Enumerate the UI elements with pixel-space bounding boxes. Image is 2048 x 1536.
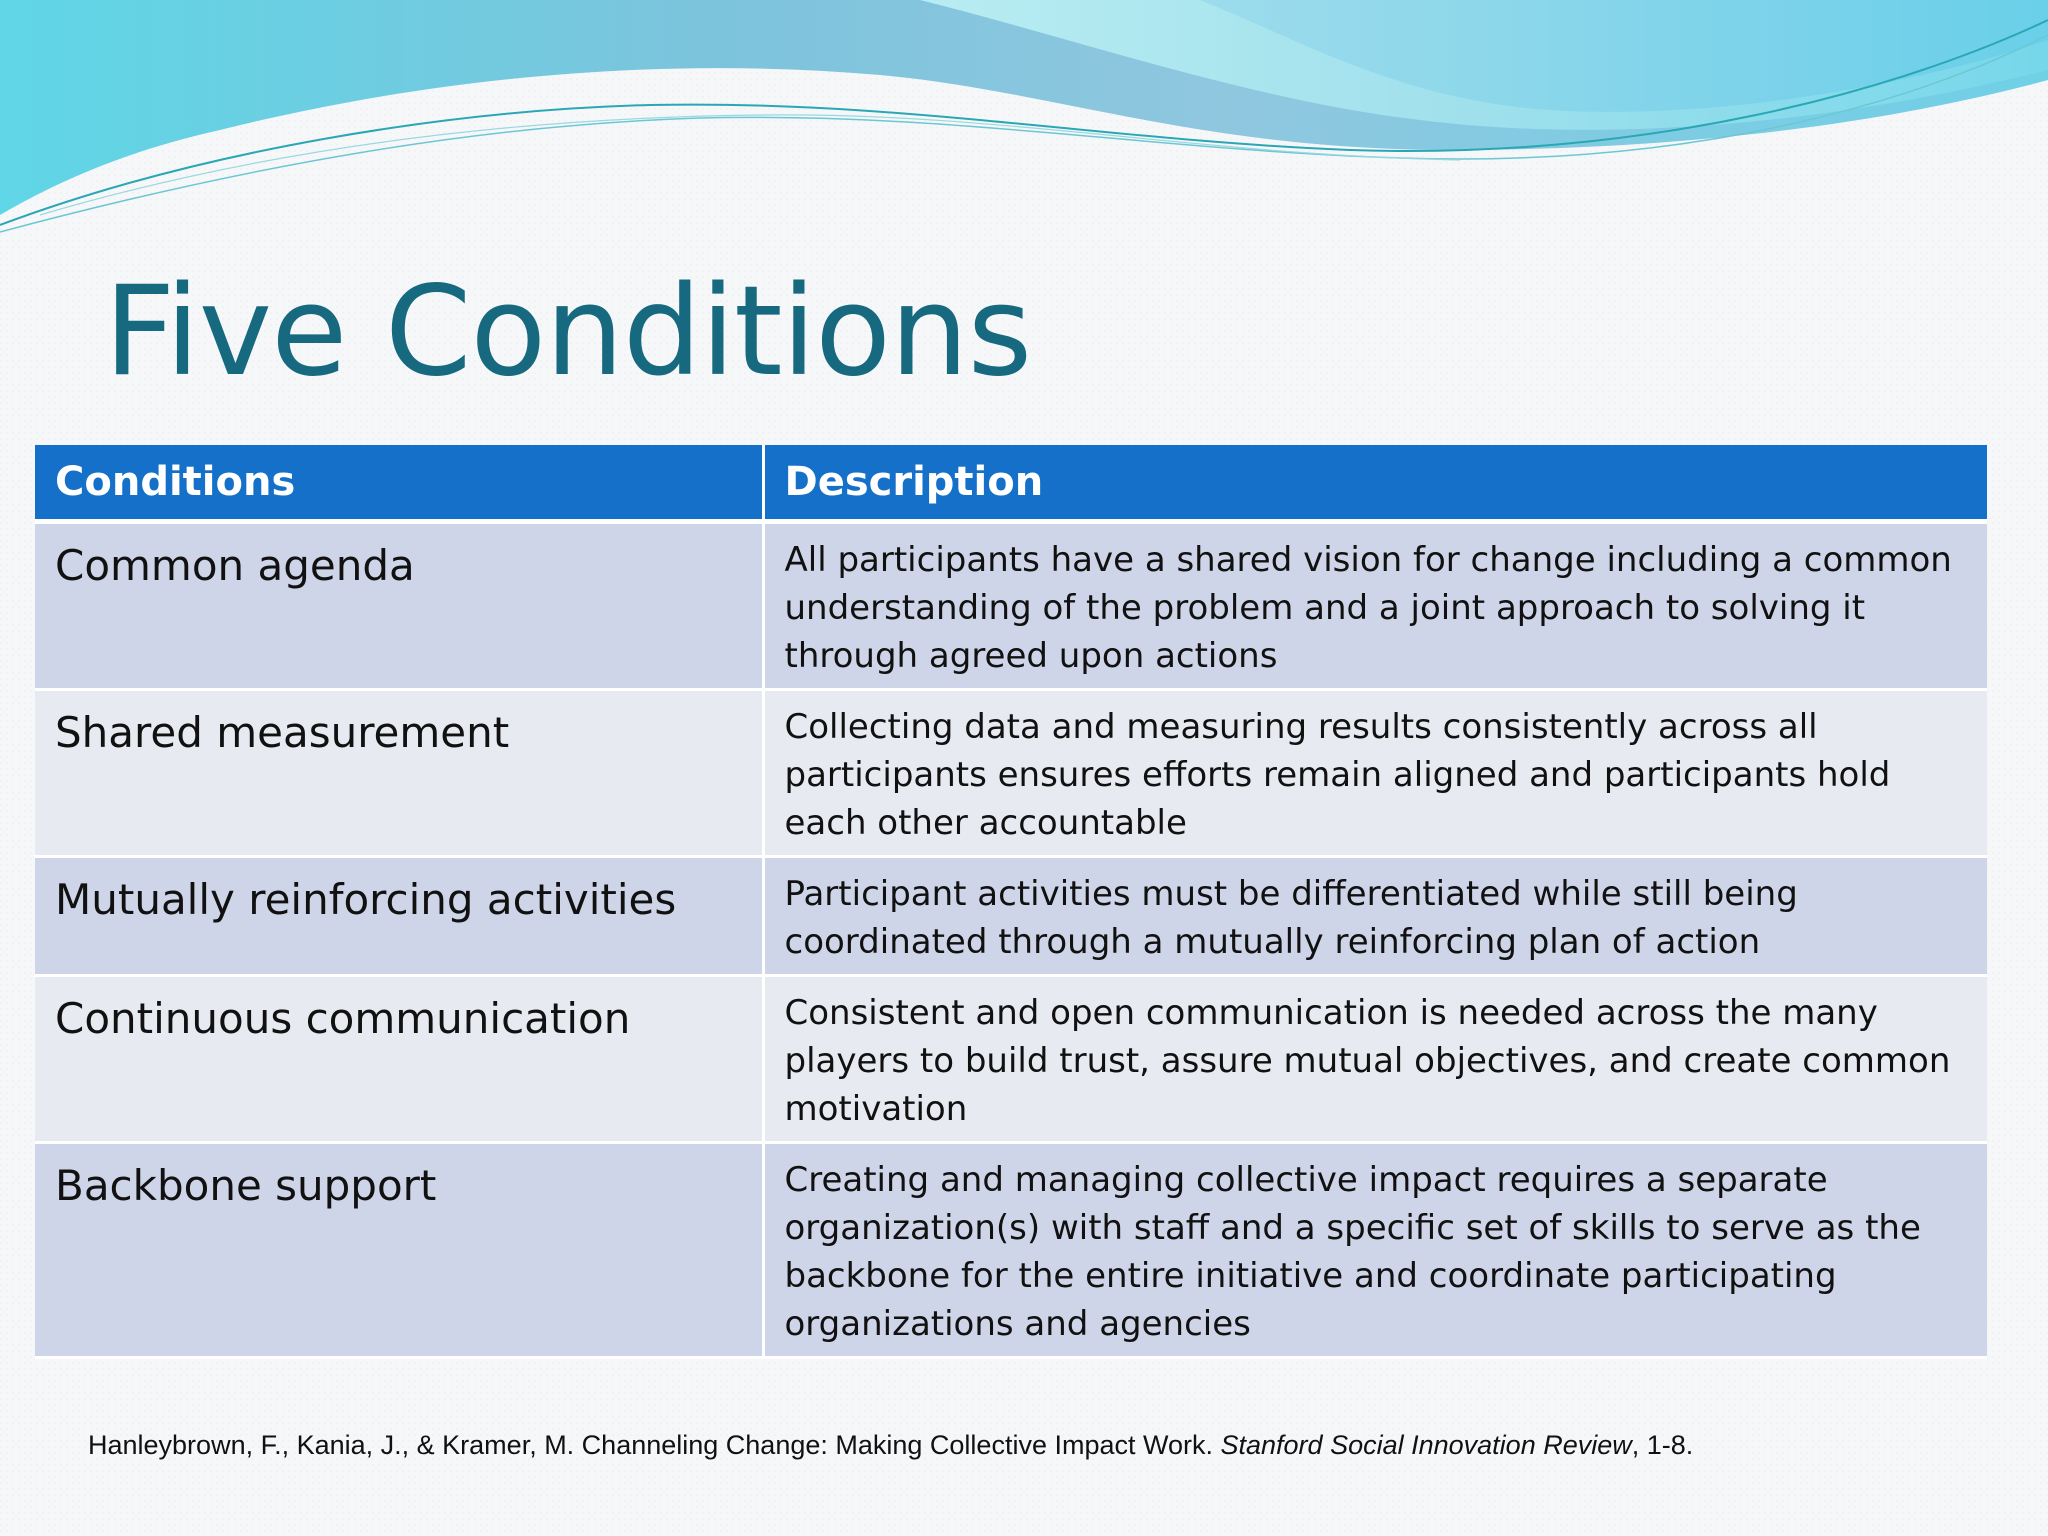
conditions-table [35,445,1987,1359]
table-header-row [35,445,1987,521]
table-row [35,1142,1987,1357]
description-cell: Consistent and open communication is needed across the many players to build trust, assure mutual objectives, and create common motivation [763,975,1987,1142]
condition-cell: Continuous communication [35,975,763,1142]
citation [88,1428,1693,1462]
condition-cell: Shared measurement [35,689,763,856]
table-row [35,521,1987,689]
citation-authors-title: Hanleybrown, F., Kania, J., & Kramer, M. Channeling Change: Making Collective Impact Work. [88,1430,1221,1460]
description-cell: Participant activities must be differentiated while still being coordinated through a mutually reinforcing plan of action [763,856,1987,975]
condition-cell: Mutually reinforcing activities [35,856,763,975]
table-row [35,689,1987,856]
description-cell: Creating and managing collective impact requires a separate organization(s) with staff and a specific set of skills to serve as the backbone for the entire initiative and coordinate participating organizations and agencies [763,1142,1987,1357]
description-cell: Collecting data and measuring results consistently across all participants ensures efforts remain aligned and participants hold each other accountable [763,689,1987,856]
description-cell: All participants have a shared vision for change including a common understanding of the problem and a joint approach to solving it through agreed upon actions [763,521,1987,689]
condition-cell: Common agenda [35,521,763,689]
column-header-description: Description [763,445,1987,521]
citation-journal: Stanford Social Innovation Review [1220,1430,1632,1460]
header-wave-decoration [0,0,2048,240]
column-header-conditions: Conditions [35,445,763,521]
table-row [35,975,1987,1142]
table-row [35,856,1987,975]
slide-title: Five Conditions [104,260,1032,404]
condition-cell: Backbone support [35,1142,763,1357]
citation-pages: , 1-8. [1631,1430,1694,1460]
